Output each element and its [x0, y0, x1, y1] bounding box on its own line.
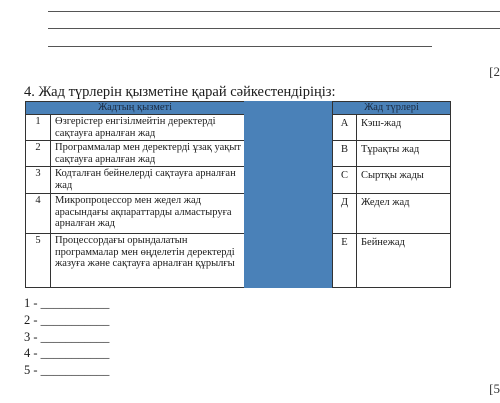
answer-line-1[interactable]: 1 - ___________	[24, 296, 110, 310]
row-letter: В	[333, 141, 357, 167]
answer-line-2[interactable]: 2 - ___________	[24, 312, 110, 327]
row-function-text: Процессордағы орындалатын программалар мен өңделетін деректерді жазуға және сақтауға арналған құрылғы	[51, 234, 245, 288]
row-memory-type: Кэш-жад	[357, 115, 451, 141]
row-memory-type: Бейнежад	[357, 234, 451, 288]
row-function-text: Программалар мен деректерді ұзақ уақыт сақтауға арналған жад	[51, 141, 245, 167]
table-row	[26, 194, 245, 234]
row-function-text: Өзгерістер енгізілмейтін деректерді сақтауға арналған жад	[51, 115, 245, 141]
matching-gap-column	[244, 101, 332, 288]
row-memory-type: Сыртқы жады	[357, 167, 451, 194]
answer-line-5[interactable]: 5 - ___________	[24, 363, 110, 378]
table-row	[333, 234, 451, 288]
row-memory-type: Тұрақты жад	[357, 141, 451, 167]
table-row	[26, 141, 245, 167]
row-function-text: Кодталған бейнелерді сақтауға арналған жад	[51, 167, 245, 194]
row-number: 1	[26, 115, 51, 141]
row-number: 4	[26, 194, 51, 234]
row-letter: Д	[333, 194, 357, 234]
table-row	[333, 167, 451, 194]
row-letter: Е	[333, 234, 357, 288]
table-row	[333, 194, 451, 234]
table-row	[26, 234, 245, 288]
table-row	[333, 115, 451, 141]
row-number: 5	[26, 234, 51, 288]
row-number: 3	[26, 167, 51, 194]
row-letter: А	[333, 115, 357, 141]
left-table-header: Жадтың қызметі	[26, 102, 245, 115]
page-mark-top: [2	[489, 64, 500, 79]
memory-type-table	[332, 101, 451, 288]
table-row	[333, 141, 451, 167]
answer-line-3[interactable]: 3 - ___________	[24, 329, 110, 344]
answer-line-4[interactable]: 4 - ___________	[24, 346, 110, 361]
answer-ruling-line-3	[48, 46, 432, 47]
table-row	[26, 115, 245, 141]
row-number: 2	[26, 141, 51, 167]
row-letter: С	[333, 167, 357, 194]
answer-ruling-line-2	[48, 28, 500, 29]
page-mark-bottom: [5	[489, 381, 500, 396]
memory-function-table	[25, 101, 245, 288]
table-row	[26, 167, 245, 194]
answer-lines	[24, 295, 109, 379]
answer-ruling-line-1	[48, 11, 500, 12]
row-function-text: Микропроцессор мен жедел жад арасындағы ақпараттарды алмастыруға арналған жад	[51, 194, 245, 234]
row-memory-type: Жедел жад	[357, 194, 451, 234]
task-title: 4. Жад түрлерін қызметіне қарай сәйкестендіріңіз:	[24, 84, 336, 100]
right-table-header: Жад түрлері	[333, 102, 451, 115]
